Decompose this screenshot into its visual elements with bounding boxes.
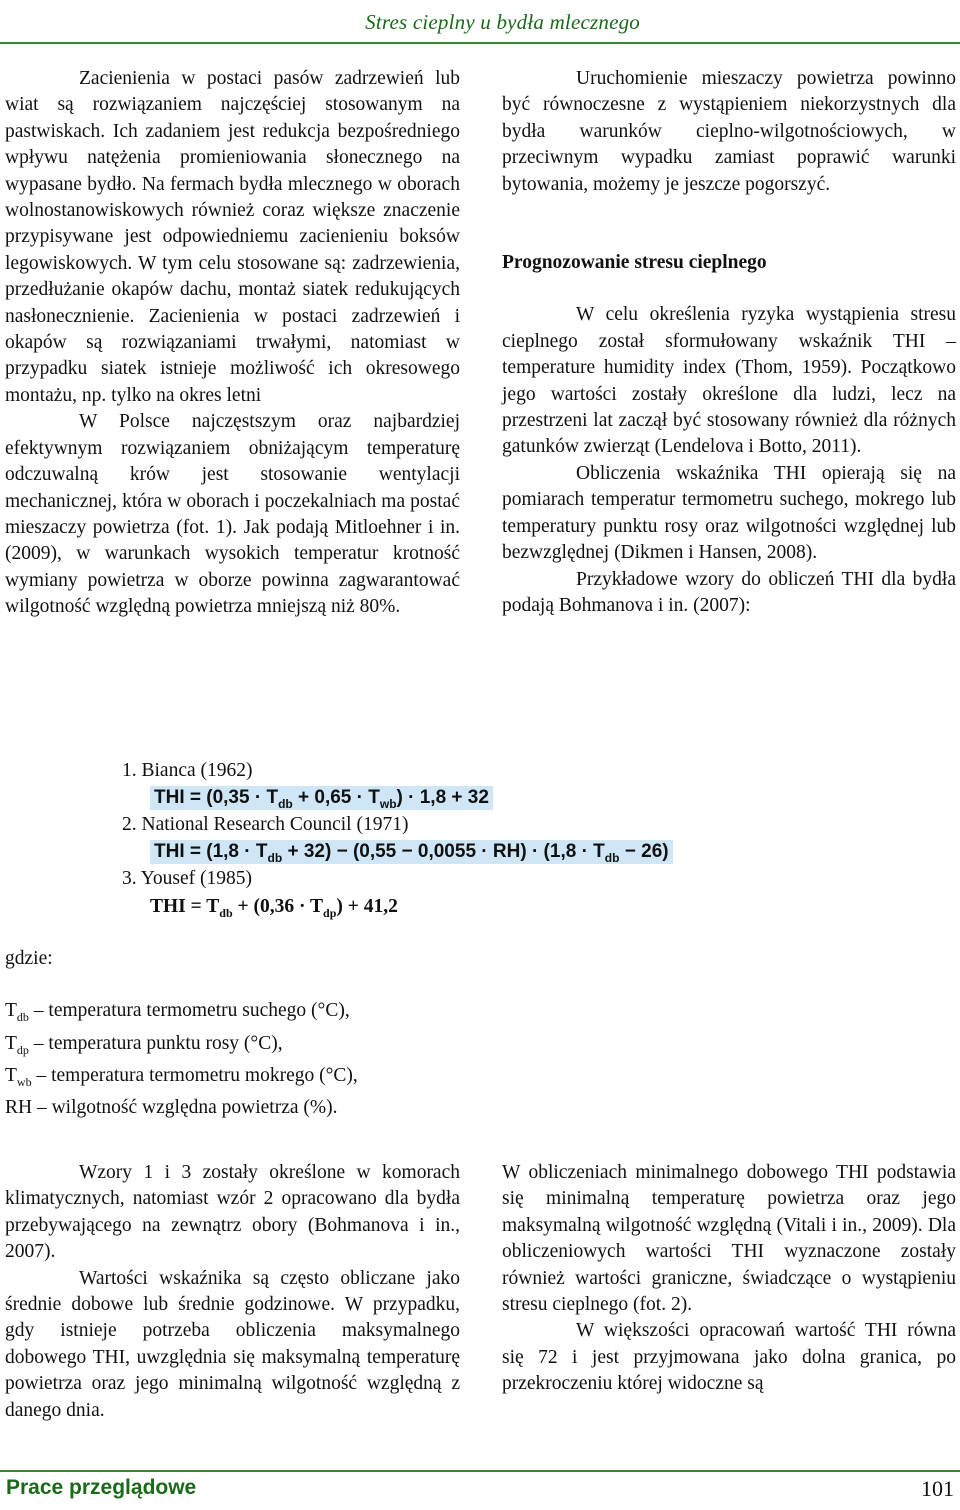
formula-equation: THI = $(0,35 \cdot T_{db} + 0,65 \cdot T_{wb}) \cdot 1,8 + 32$ xyxy=(150,786,493,810)
formula-item xyxy=(122,758,882,812)
paragraph: Zacienienia w postaci pasów zadrzewień lub wiat są rozwiązaniem najczęściej stosowanym na pastwiskach. Ich zadaniem jest redukcja bezpośredniego wpływu natężenia promieniowania słonecznego na wypasane bydło. Na fermach bydła mlecznego w oborach wolnostanowiskowych również coraz większe znaczenie przypisywane jest odpowiedniemu zacienieniu boksów legowiskowych. W tym celu stosowane są: zadrzewienia, przedłużanie okapów dachu, montaż siatek redukujących nasłonecznienie. Zacienienia w postaci zadrzewień i okapów są rozwiązaniami trwałymi, natomiast w przypadku siatek istnieje możliwość ich okresowego montażu, np. tylko na okres letni xyxy=(5,68,460,406)
symbol-legend xyxy=(5,946,505,1122)
paragraph: W większości opracowań wartość THI równa się 72 i jest przyjmowana jako dolna granica, po przekroczeniu której widoczne są xyxy=(502,1320,956,1395)
formula-label: 3. Yousef (1985) xyxy=(122,868,253,889)
page-footer xyxy=(0,1470,960,1510)
legend-item: $T_{db}$ – temperatura termometru suchego (°C), xyxy=(5,1000,350,1025)
right-column-bottom xyxy=(502,1160,956,1398)
page-number: 101 xyxy=(921,1476,954,1501)
formula-item xyxy=(122,812,882,866)
running-head xyxy=(0,6,960,44)
spacer xyxy=(502,276,956,302)
left-column-bottom xyxy=(5,1160,460,1424)
legend-item: $T_{wb}$ – temperatura termometru mokrego (°C), xyxy=(5,1065,358,1089)
paragraph: W celu określenia ryzyka wystąpienia stresu cieplnego został sformułowany wskaźnik THI – temperature humidity index (Thom, 1959). Początkowo jego wartości zostały określone dla ludzi, lecz na przestrzeni lat zaczął być stosowany również dla różnych gatunków zwierząt (Lendelova i Botto, 2011). xyxy=(502,304,956,458)
section-heading: Prognozowanie stresu cieplnego xyxy=(502,252,767,274)
spacer xyxy=(502,198,956,250)
paragraph: W Polsce najczęstszym oraz najbardziej efektywnym rozwiązaniem obniżającym temperaturę odczuwalną krów jest stosowanie wentylacji mechanicznej, która w oborach i poczekalniach ma postać mieszaczy powietrza (fot. 1). Jak podają Mitloehner i in. (2009), w warunkach wysokich temperatur krotność wymiany powietrza w oborze powinna zagwarantować wilgotność względną powietrza mniejszą niż 80%. xyxy=(5,411,460,618)
legend-intro: gdzie: xyxy=(5,948,53,969)
formula-label: 2. National Research Council (1971) xyxy=(122,814,409,835)
formula-item xyxy=(122,866,882,922)
paragraph: W obliczeniach minimalnego dobowego THI podstawia się minimalną temperaturę powietrza oraz jego maksymalną wilgotność względną (Vitali i in., 2009). Dla obliczeniowych wartości THI wyznaczone zostały również wartości graniczne, świadczące o wystąpieniu stresu cieplnego (fot. 2). xyxy=(502,1162,956,1316)
formula-equation: THI = $(1,8 \cdot T_{db} + 32) - (0,55 - 0,0055 \cdot RH) \cdot (1,8 \cdot T_{db} - 26)$ xyxy=(150,840,673,864)
formula-equation: THI = $T_{db} + (0,36 \cdot T_{dp}) + 41,2$ xyxy=(150,896,398,920)
paragraph: Wartości wskaźnika są często obliczane jako średnie dobowe lub średnie godzinowe. W przypadku, gdy istnieje potrzeba obliczenia maksymalnego dobowego THI, uwzględnia się maksymalną temperaturę powietrza oraz jego minimalną wilgotność względną z danego dnia. xyxy=(5,1267,460,1421)
running-head-title: Stres cieplny u bydła mlecznego xyxy=(365,10,640,34)
paragraph: Uruchomienie mieszaczy powietrza powinno być równoczesne z wystąpieniem niekorzystnych dla bydła warunków cieplno-wilgotnościowych, w przeciwnym wypadku zamiast poprawić warunki bytowania, możemy je jeszcze pogorszyć. xyxy=(502,68,956,195)
section-label: Prace przeglądowe xyxy=(6,1476,197,1499)
right-column-top xyxy=(502,66,956,619)
paragraph: Wzory 1 i 3 zostały określone w komorach klimatycznych, natomiast wzór 2 opracowano dla bydła przebywającego na zewnątrz obory (Bohmanova i in., 2007). xyxy=(5,1162,460,1263)
formula-label: 1. Bianca (1962) xyxy=(122,760,253,781)
formula-list xyxy=(122,758,882,922)
paragraph: Przykładowe wzory do obliczeń THI dla bydła podają Bohmanova i in. (2007): xyxy=(502,568,956,616)
paragraph: Obliczenia wskaźnika THI opierają się na pomiarach temperatur termometru suchego, mokrego lub temperatury punktu rosy oraz wilgotności względnej lub bezwzględnej (Dikmen i Hansen, 2008). xyxy=(502,462,956,564)
legend-item: RH – wilgotność względna powietrza (%). xyxy=(5,1097,338,1119)
legend-item: $T_{dp}$ – temperatura punktu rosy (°C), xyxy=(5,1032,283,1057)
left-column-top xyxy=(5,66,460,621)
